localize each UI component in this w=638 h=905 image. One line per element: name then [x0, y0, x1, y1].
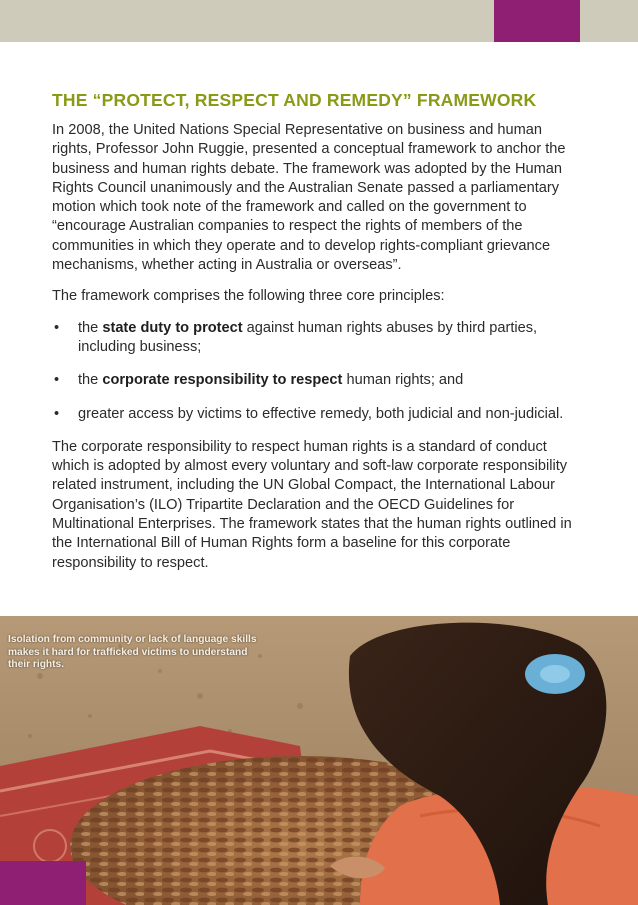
bottom-magenta-tab [0, 861, 86, 905]
list-item: • the state duty to protect against human rights abuses by third parties, including business; [54, 319, 538, 355]
bullet-icon: • [54, 319, 60, 336]
intro-paragraph: In 2008, the United Nations Special Representative on business and human rights, Professor John Ruggie, presented a conceptual framework to anchor the business and human rights debate. The framework was adopted by the Human Rights Council unanimously and the Australian Senate passed a parliamentary motion which took note of the framework and called on the government to “encourage Australian companies to respect the rights of members of the communities in which they operate and to develop rights-compliant grievance mechanisms, whether acting in Australia or overseas”. [52, 122, 566, 274]
bold-term: state duty to protect [102, 319, 243, 336]
bullet-icon: • [54, 405, 60, 422]
photo-woman-sorting-tamarind [0, 616, 638, 905]
principles-lead-in: The framework comprises the following three core principles: [52, 288, 445, 305]
article [52, 90, 582, 585]
top-magenta-tab [494, 0, 580, 42]
section-heading: THE “PROTECT, RESPECT AND REMEDY” FRAMEWORK [52, 90, 537, 110]
bold-term: corporate responsibility to respect [102, 372, 343, 389]
principles-list [52, 319, 582, 424]
closing-paragraph: The corporate responsibility to respect human rights is a standard of conduct which is adopted by almost every voluntary and soft-law corporate responsibility related instrument, including the UN Global Compact, the International Labour Organisation’s (ILO) Tripartite Declaration and the OECD Guidelines for Multinational Enterprises. The framework states that the human rights outlined in the International Bill of Human Rights form a baseline for this corporate responsibility to respect. [52, 438, 572, 571]
photo-caption: Isolation from community or lack of language skills makes it hard for trafficked victims to understand their rights. [8, 634, 257, 670]
list-item: • greater access by victims to effective remedy, both judicial and non-judicial. [52, 405, 582, 424]
list-item: • the corporate responsibility to respect human rights; and [52, 371, 582, 390]
bullet-icon: • [54, 372, 60, 389]
